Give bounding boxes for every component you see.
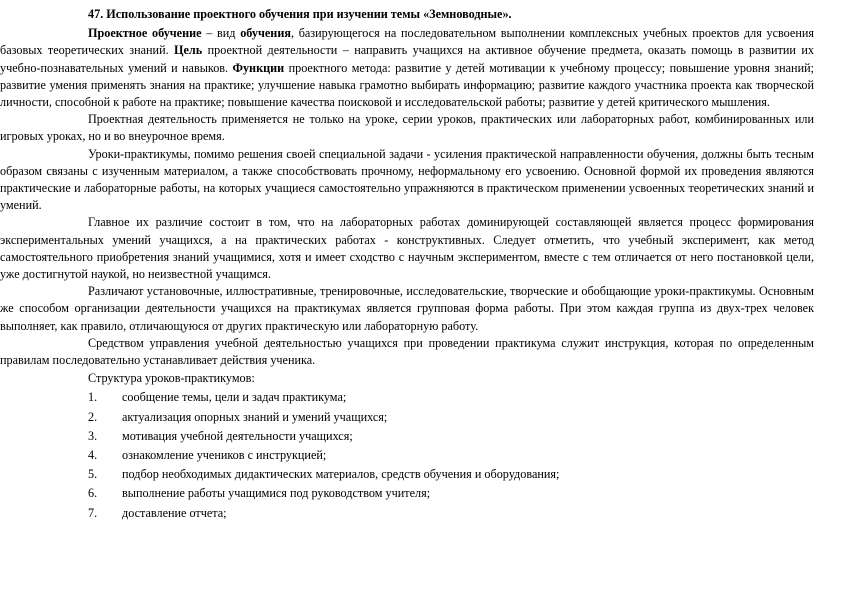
term-goal: Цель: [174, 43, 203, 58]
list-item: 1. сообщение темы, цели и задач практикума;: [88, 390, 347, 405]
paragraph-project-activity: Проектная деятельность применяется не только на уроке, серии уроков, практических или лабораторных работ, комбинированных или игровых уроках, но и во внеурочное время.: [0, 112, 814, 144]
document-page: [0, 6, 815, 522]
structure-heading: Структура уроков-практикумов:: [88, 371, 255, 386]
list-item: 2. актуализация опорных знаний и умений учащихся;: [88, 409, 388, 424]
paragraph-practicum-types: Различают установочные, иллюстративные, тренировочные, исследовательские, творческие и обобщающие уроки-практикумы. Основным же способом организации деятельности учащихся на практикумах является групповая форма работы. При этом каждая группа из двух-трех человек выполняет, как правило, отличающуюся от других практическую или лабораторную работу.: [0, 284, 814, 333]
section-title: 47. Использование проектного обучения при изучении темы «Земноводные».: [88, 7, 512, 21]
paragraph-practicum-lessons: Уроки-практикумы, помимо решения своей специальной задачи - усиления практической направленности обучения, должны быть тесным образом связаны с изученным материалом, а также способствовать прочному, неформальному его усвоению. Основной формой их проведения являются практические и лабораторные работы, на которых учащиеся самостоятельно упражняются в практическом применении усвоенных теоретических знаний и умений.: [0, 146, 814, 213]
structure-list: [88, 389, 814, 521]
term-learning: обучения: [240, 26, 291, 41]
paragraph-instruction: Средством управления учебной деятельностью учащихся при проведении практикума служит инструкция, которая по определенным правилам последовательно устанавливает действия ученика.: [0, 335, 814, 368]
term-project-learning: Проектное обучение: [88, 26, 202, 41]
list-item: 7. доставление отчета;: [88, 505, 227, 520]
list-item: 4. ознакомление учеников с инструкцией;: [88, 448, 327, 463]
list-item: 6. выполнение работы учащимися под руководством учителя;: [88, 486, 431, 501]
list-item: 3. мотивация учебной деятельности учащихся;: [88, 428, 353, 443]
paragraph-project-learning: Проектное обучение – вид обучения, базирующегося на последовательном выполнении комплексных учебных проектов для усвоения базовых теоретических знаний. Цель проектной деятельности – направить учащихся на активное обучение предмета, оказать помощь в развитии их учебно-познавательных умений и навыков. Функции проектного метода: развитие у детей мотивации к учебному процессу; повышение уровня знаний; развитие умения применять знания на практике; улучшение навыка грамотно выбирать информацию; развитие каждого участника проекта как творческой личности, способной к работе на практике; повышение качества поисковой и исследовательской работы; развитие у детей критического мышления.: [0, 26, 815, 110]
list-item: 5. подбор необходимых дидактических материалов, средств обучения и оборудования;: [88, 467, 560, 482]
paragraph-main-difference: Главное их различие состоит в том, что на лабораторных работах доминирующей составляющей является процесс формирования экспериментальных умений учащихся, а на практических работах - конструктивных. Следует отметить, что учебный эксперимент, как метод самостоятельного приобретения знаний учащимися, хотя и имеет сходство с научным экспериментом, вместе с тем отличается от него постановкой цели, уже достигнутой наукой, но неизвестной учащимся.: [0, 215, 814, 282]
term-functions: Функции: [232, 60, 285, 75]
